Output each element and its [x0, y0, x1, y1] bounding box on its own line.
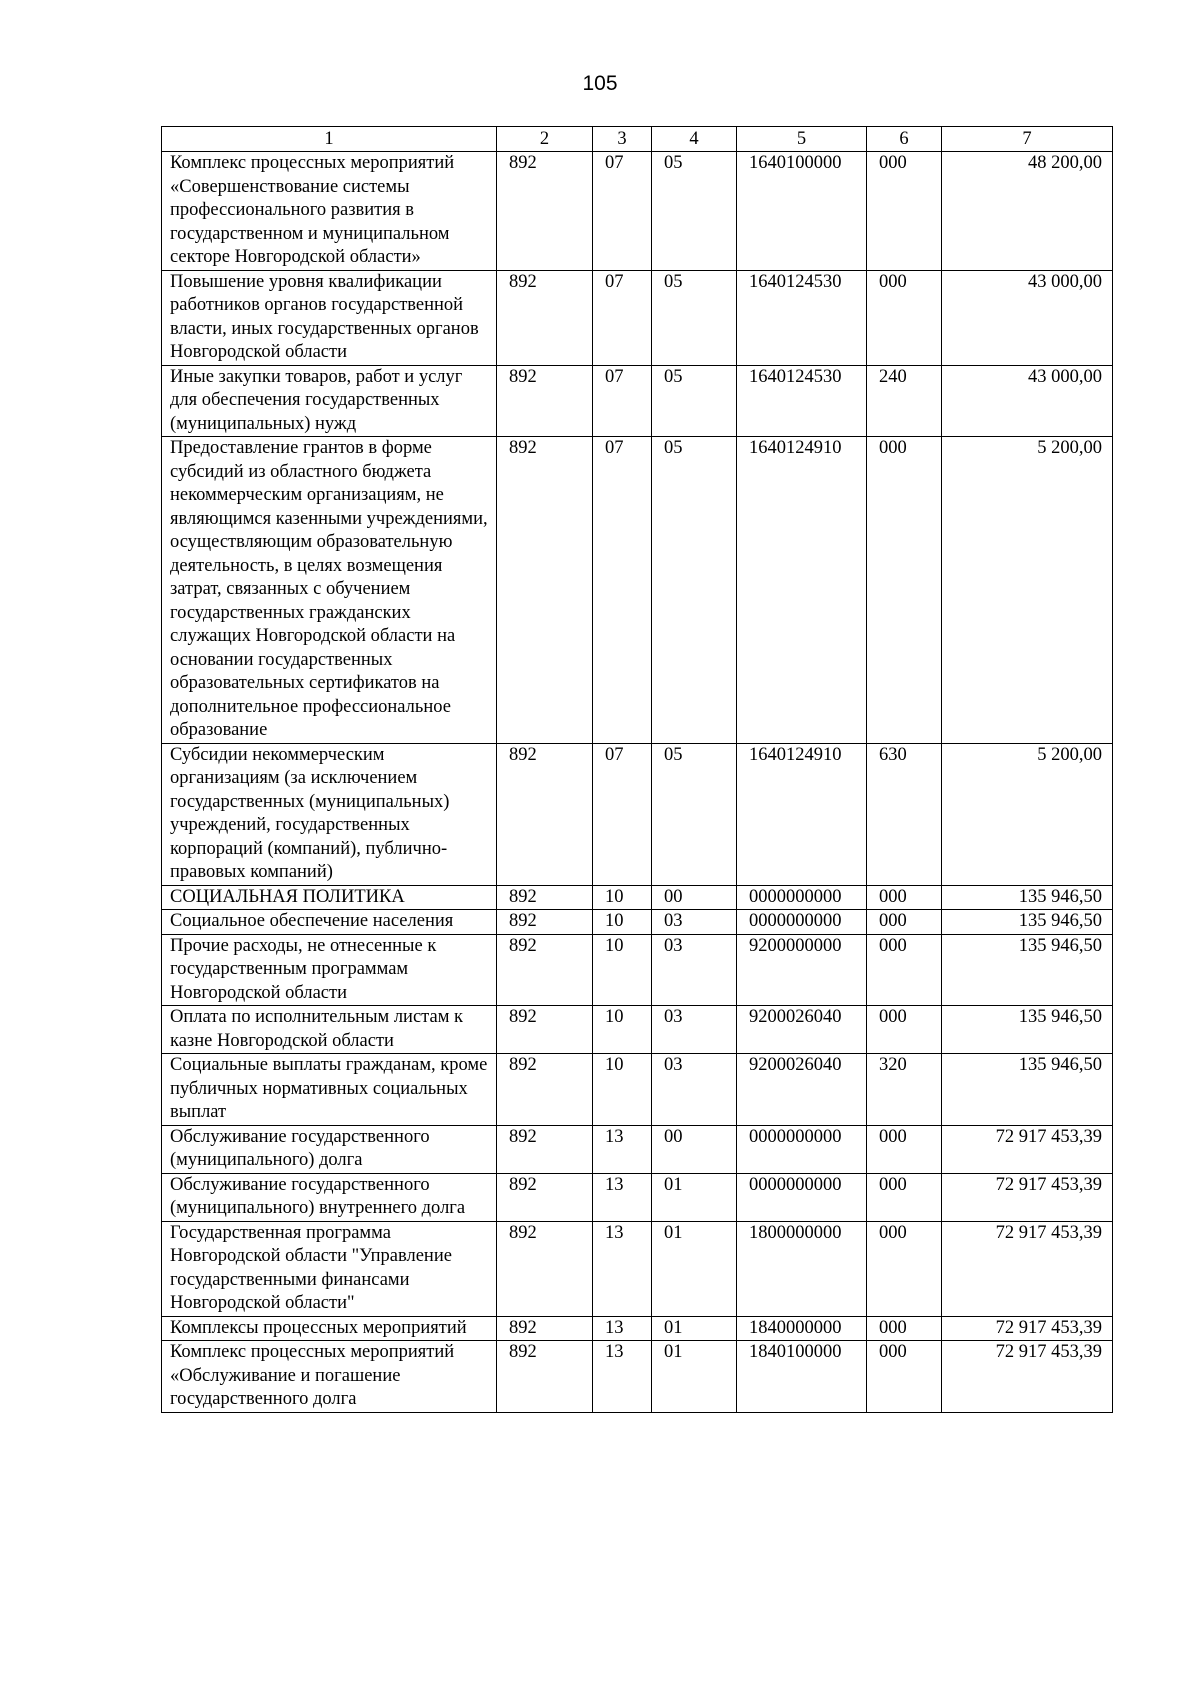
- row-name-cell: Социальное обеспечение населения: [162, 910, 497, 935]
- row-name-cell: СОЦИАЛЬНАЯ ПОЛИТИКА: [162, 885, 497, 910]
- row-sum-cell: 5 200,00: [942, 743, 1113, 885]
- row-name-cell: Иные закупки товаров, работ и услуг для обеспечения государственных (муниципальных) нужд: [162, 365, 497, 437]
- header-cell-7: 7: [942, 127, 1113, 152]
- row-code-3-cell: 10: [593, 934, 652, 1006]
- row-name-cell: Повышение уровня квалификации работников органов государственной власти, иных государственных органов Новгородской области: [162, 270, 497, 365]
- header-cell-1: 1: [162, 127, 497, 152]
- row-name-cell: Комплекс процессных мероприятий «Обслуживание и погашение государственного долга: [162, 1341, 497, 1413]
- row-code-6-cell: 000: [867, 270, 942, 365]
- row-name-cell: Обслуживание государственного (муниципального) долга: [162, 1125, 497, 1173]
- row-code-3-cell: 10: [593, 885, 652, 910]
- row-code-5-cell: 0000000000: [737, 1125, 867, 1173]
- row-code-4-cell: 05: [652, 743, 737, 885]
- row-code-2-cell: 892: [497, 1125, 593, 1173]
- row-code-2-cell: 892: [497, 270, 593, 365]
- row-code-3-cell: 13: [593, 1125, 652, 1173]
- row-code-2-cell: 892: [497, 1173, 593, 1221]
- row-code-6-cell: 000: [867, 934, 942, 1006]
- row-code-6-cell: 000: [867, 152, 942, 271]
- row-code-2-cell: 892: [497, 1341, 593, 1413]
- table-row: [162, 437, 1113, 744]
- table-row: [162, 934, 1113, 1006]
- row-sum-cell: 135 946,50: [942, 910, 1113, 935]
- row-name-cell: Государственная программа Новгородской области "Управление государственными финансами Новгородской области": [162, 1221, 497, 1316]
- row-code-6-cell: 000: [867, 1316, 942, 1341]
- row-code-6-cell: 320: [867, 1054, 942, 1126]
- table-row: [162, 1341, 1113, 1413]
- header-cell-5: 5: [737, 127, 867, 152]
- row-code-5-cell: 1640124910: [737, 437, 867, 744]
- row-code-5-cell: 9200000000: [737, 934, 867, 1006]
- row-code-3-cell: 07: [593, 152, 652, 271]
- row-code-4-cell: 01: [652, 1341, 737, 1413]
- table-row: [162, 1054, 1113, 1126]
- row-code-3-cell: 13: [593, 1173, 652, 1221]
- row-code-6-cell: 000: [867, 1341, 942, 1413]
- row-code-2-cell: 892: [497, 152, 593, 271]
- table-header-row: [162, 127, 1113, 152]
- row-code-2-cell: 892: [497, 934, 593, 1006]
- row-code-6-cell: 000: [867, 1173, 942, 1221]
- row-name-cell: Прочие расходы, не отнесенные к государственным программам Новгородской области: [162, 934, 497, 1006]
- row-name-cell: Обслуживание государственного (муниципального) внутреннего долга: [162, 1173, 497, 1221]
- row-name-cell: Комплексы процессных мероприятий: [162, 1316, 497, 1341]
- row-code-5-cell: 1840000000: [737, 1316, 867, 1341]
- row-code-5-cell: 1840100000: [737, 1341, 867, 1413]
- row-code-2-cell: 892: [497, 1316, 593, 1341]
- row-code-3-cell: 07: [593, 270, 652, 365]
- row-code-5-cell: 9200026040: [737, 1006, 867, 1054]
- row-code-3-cell: 13: [593, 1221, 652, 1316]
- row-code-4-cell: 03: [652, 1006, 737, 1054]
- header-cell-6: 6: [867, 127, 942, 152]
- row-code-6-cell: 240: [867, 365, 942, 437]
- row-code-6-cell: 630: [867, 743, 942, 885]
- row-code-4-cell: 03: [652, 910, 737, 935]
- row-code-2-cell: 892: [497, 1054, 593, 1126]
- row-name-cell: Предоставление грантов в форме субсидий из областного бюджета некоммерческим организациям, не являющимся казенными учреждениями, осуществляющим образовательную деятельность, в целях возмещения затрат, связанных с обучением государственных гражданских служащих Новгородской области на основании государственных образовательных сертификатов на дополнительное профессиональное образование: [162, 437, 497, 744]
- row-code-2-cell: 892: [497, 1006, 593, 1054]
- row-code-5-cell: 1640100000: [737, 152, 867, 271]
- row-code-3-cell: 07: [593, 743, 652, 885]
- row-code-2-cell: 892: [497, 1221, 593, 1316]
- row-code-5-cell: 1640124910: [737, 743, 867, 885]
- page-number: 105: [582, 72, 618, 95]
- row-code-6-cell: 000: [867, 885, 942, 910]
- row-code-4-cell: 05: [652, 270, 737, 365]
- row-sum-cell: 48 200,00: [942, 152, 1113, 271]
- row-sum-cell: 72 917 453,39: [942, 1173, 1113, 1221]
- table-row: [162, 910, 1113, 935]
- row-code-4-cell: 05: [652, 437, 737, 744]
- table-row: [162, 743, 1113, 885]
- row-code-4-cell: 01: [652, 1173, 737, 1221]
- row-code-3-cell: 10: [593, 910, 652, 935]
- row-name-cell: Субсидии некоммерческим организациям (за исключением государственных (муниципальных) учреждений, государственных корпораций (компаний), публично-правовых компаний): [162, 743, 497, 885]
- budget-table: [161, 126, 1113, 1413]
- row-sum-cell: 135 946,50: [942, 885, 1113, 910]
- row-sum-cell: 5 200,00: [942, 437, 1113, 744]
- table-row: [162, 1221, 1113, 1316]
- row-code-4-cell: 03: [652, 934, 737, 1006]
- row-code-3-cell: 07: [593, 437, 652, 744]
- row-sum-cell: 43 000,00: [942, 270, 1113, 365]
- row-code-2-cell: 892: [497, 743, 593, 885]
- row-code-6-cell: 000: [867, 437, 942, 744]
- row-code-5-cell: 1800000000: [737, 1221, 867, 1316]
- row-sum-cell: 135 946,50: [942, 934, 1113, 1006]
- row-code-4-cell: 03: [652, 1054, 737, 1126]
- row-code-3-cell: 10: [593, 1006, 652, 1054]
- table-row: [162, 1173, 1113, 1221]
- row-code-6-cell: 000: [867, 1006, 942, 1054]
- table-row: [162, 152, 1113, 271]
- header-cell-3: 3: [593, 127, 652, 152]
- row-sum-cell: 72 917 453,39: [942, 1221, 1113, 1316]
- header-cell-2: 2: [497, 127, 593, 152]
- table-row: [162, 1125, 1113, 1173]
- header-cell-4: 4: [652, 127, 737, 152]
- row-name-cell: Оплата по исполнительным листам к казне Новгородской области: [162, 1006, 497, 1054]
- row-code-4-cell: 01: [652, 1316, 737, 1341]
- row-code-2-cell: 892: [497, 437, 593, 744]
- row-code-5-cell: 0000000000: [737, 1173, 867, 1221]
- row-code-4-cell: 05: [652, 152, 737, 271]
- row-code-3-cell: 10: [593, 1054, 652, 1126]
- row-sum-cell: 43 000,00: [942, 365, 1113, 437]
- row-code-4-cell: 05: [652, 365, 737, 437]
- row-code-4-cell: 00: [652, 1125, 737, 1173]
- table-row: [162, 270, 1113, 365]
- row-code-4-cell: 00: [652, 885, 737, 910]
- row-sum-cell: 135 946,50: [942, 1054, 1113, 1126]
- row-sum-cell: 72 917 453,39: [942, 1341, 1113, 1413]
- row-sum-cell: 72 917 453,39: [942, 1125, 1113, 1173]
- row-sum-cell: 72 917 453,39: [942, 1316, 1113, 1341]
- row-code-3-cell: 13: [593, 1341, 652, 1413]
- row-name-cell: Социальные выплаты гражданам, кроме публичных нормативных социальных выплат: [162, 1054, 497, 1126]
- table-row: [162, 1006, 1113, 1054]
- row-code-6-cell: 000: [867, 1221, 942, 1316]
- row-code-2-cell: 892: [497, 365, 593, 437]
- row-code-6-cell: 000: [867, 1125, 942, 1173]
- row-code-5-cell: 1640124530: [737, 365, 867, 437]
- row-code-2-cell: 892: [497, 910, 593, 935]
- row-code-5-cell: 0000000000: [737, 910, 867, 935]
- row-code-3-cell: 13: [593, 1316, 652, 1341]
- row-code-5-cell: 9200026040: [737, 1054, 867, 1126]
- row-name-cell: Комплекс процессных мероприятий «Совершенствование системы профессионального развития в государственном и муниципальном секторе Новгородской области»: [162, 152, 497, 271]
- row-code-4-cell: 01: [652, 1221, 737, 1316]
- row-code-5-cell: 0000000000: [737, 885, 867, 910]
- table-row: [162, 885, 1113, 910]
- row-sum-cell: 135 946,50: [942, 1006, 1113, 1054]
- row-code-6-cell: 000: [867, 910, 942, 935]
- row-code-5-cell: 1640124530: [737, 270, 867, 365]
- row-code-3-cell: 07: [593, 365, 652, 437]
- table-row: [162, 1316, 1113, 1341]
- table-row: [162, 365, 1113, 437]
- row-code-2-cell: 892: [497, 885, 593, 910]
